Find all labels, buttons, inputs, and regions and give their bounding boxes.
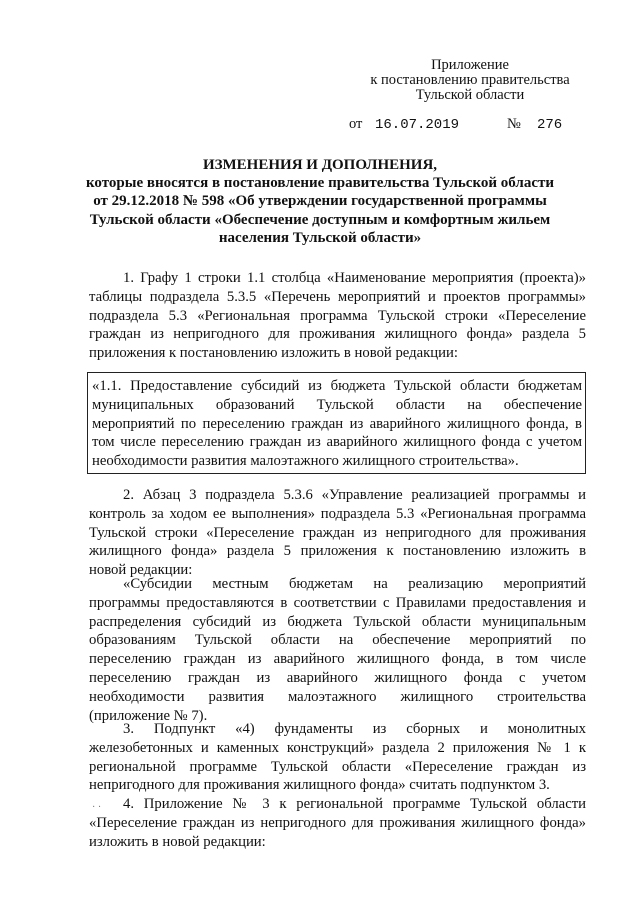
paragraph-3 [89, 575, 586, 725]
title-line: которые вносятся в постановление правительства Тульской области [85, 175, 555, 192]
text-line: «Переселение граждан из непригодного для проживания жилищного фонда» [89, 814, 586, 831]
paragraph-4 [89, 720, 586, 795]
text-line: новой редакции: [89, 562, 193, 579]
text-line: контроль за ходом ее выполнения» подраздела 5.3 «Региональная программа [89, 505, 586, 522]
scan-artifact: · · [92, 802, 102, 813]
text-line: приложения к постановлению изложить в новой редакции: [89, 345, 458, 362]
text-line: региональной программе Тульской области «Переселение граждан из [89, 758, 586, 775]
text-line: переселению граждан из аварийного жилищного фонда с учетом [89, 669, 586, 686]
number-sign: № [507, 116, 521, 132]
appendix-line: Тульской области [415, 87, 525, 103]
text-line: необходимости развития малоэтажного жилищного строительства [89, 688, 586, 705]
text-line: распределения субсидий из бюджета Тульской области муниципальным [89, 613, 586, 630]
paragraph-5 [89, 795, 586, 851]
text-line: железобетонных и каменных конструкций» раздела 2 приложения № 1 к [89, 739, 586, 756]
text-line: подраздела 5.3 «Региональная программа Тульской строки «Переселение [89, 307, 586, 324]
date-value: 16.07.2019 [375, 117, 460, 133]
text-line: граждан из непригодного для проживания жилищного фонда» раздела 5 [89, 326, 586, 343]
text-line: том числе переселению граждан из аварийного жилищного фонда с учетом [92, 434, 582, 451]
title-line: Тульской области «Обеспечение доступным и комфортным жильем [89, 211, 551, 228]
paragraph-2 [89, 486, 586, 580]
text-line: 3. Подпункт «4) фундаменты из сборных и монолитных [123, 721, 586, 737]
text-line: мероприятий по переселению граждан из аварийного жилищного фонда, в [92, 415, 582, 432]
text-line: 4. Приложение № 3 к региональной программе Тульской области [123, 796, 586, 812]
date-label: от [349, 116, 363, 132]
appendix-line: к постановлению правительства [370, 72, 570, 88]
paragraph-1 [89, 269, 586, 363]
text-line: 2. Абзац 3 подраздела 5.3.6 «Управление реализацией программы и [123, 487, 586, 503]
text-line: «1.1. Предоставление субсидий из бюджета Тульской области бюджетам [92, 378, 582, 394]
appendix-line: Приложение [431, 57, 509, 73]
text-line: непригодного для проживания жилищного фонда» считать подпунктом 3. [89, 777, 550, 794]
text-line: Тульской строки «Переселение граждан из непригодного для проживания [89, 524, 586, 541]
text-line: муниципальных образований Тульской области на обеспечение [92, 396, 582, 413]
title-line: от 29.12.2018 № 598 «Об утверждении государственной программы [93, 193, 547, 210]
amendment-text [92, 377, 582, 471]
text-line: таблицы подраздела 5.3.5 «Перечень мероприятий и проектов программы» [89, 288, 586, 305]
text-line: «Субсидии местным бюджетам на реализацию мероприятий [123, 576, 586, 592]
text-line: изложить в новой редакции: [89, 833, 266, 850]
text-line: 1. Графу 1 строки 1.1 столбца «Наименование мероприятия (проекта)» [123, 270, 586, 286]
text-line: программы предоставляются в соответствии с Правилами предоставления и [89, 594, 586, 611]
title-line: ИЗМЕНЕНИЯ И ДОПОЛНЕНИЯ, [202, 157, 438, 173]
date-number-line [349, 116, 579, 136]
document-number: 276 [537, 117, 563, 133]
text-line: образованиям Тульской области на обеспечение мероприятий по [89, 632, 586, 649]
text-line: (приложение № 7). [89, 707, 208, 724]
text-line: переселению граждан из аварийного жилищного фонда, в том числе [89, 651, 586, 668]
appendix-header [350, 58, 590, 103]
text-line: жилищного фонда» раздела 5 приложения к постановлению изложить в [89, 543, 586, 560]
text-line: необходимости развития малоэтажного жилищного строительства». [92, 453, 519, 470]
document-title [60, 156, 580, 247]
title-line: населения Тульской области» [218, 229, 422, 246]
